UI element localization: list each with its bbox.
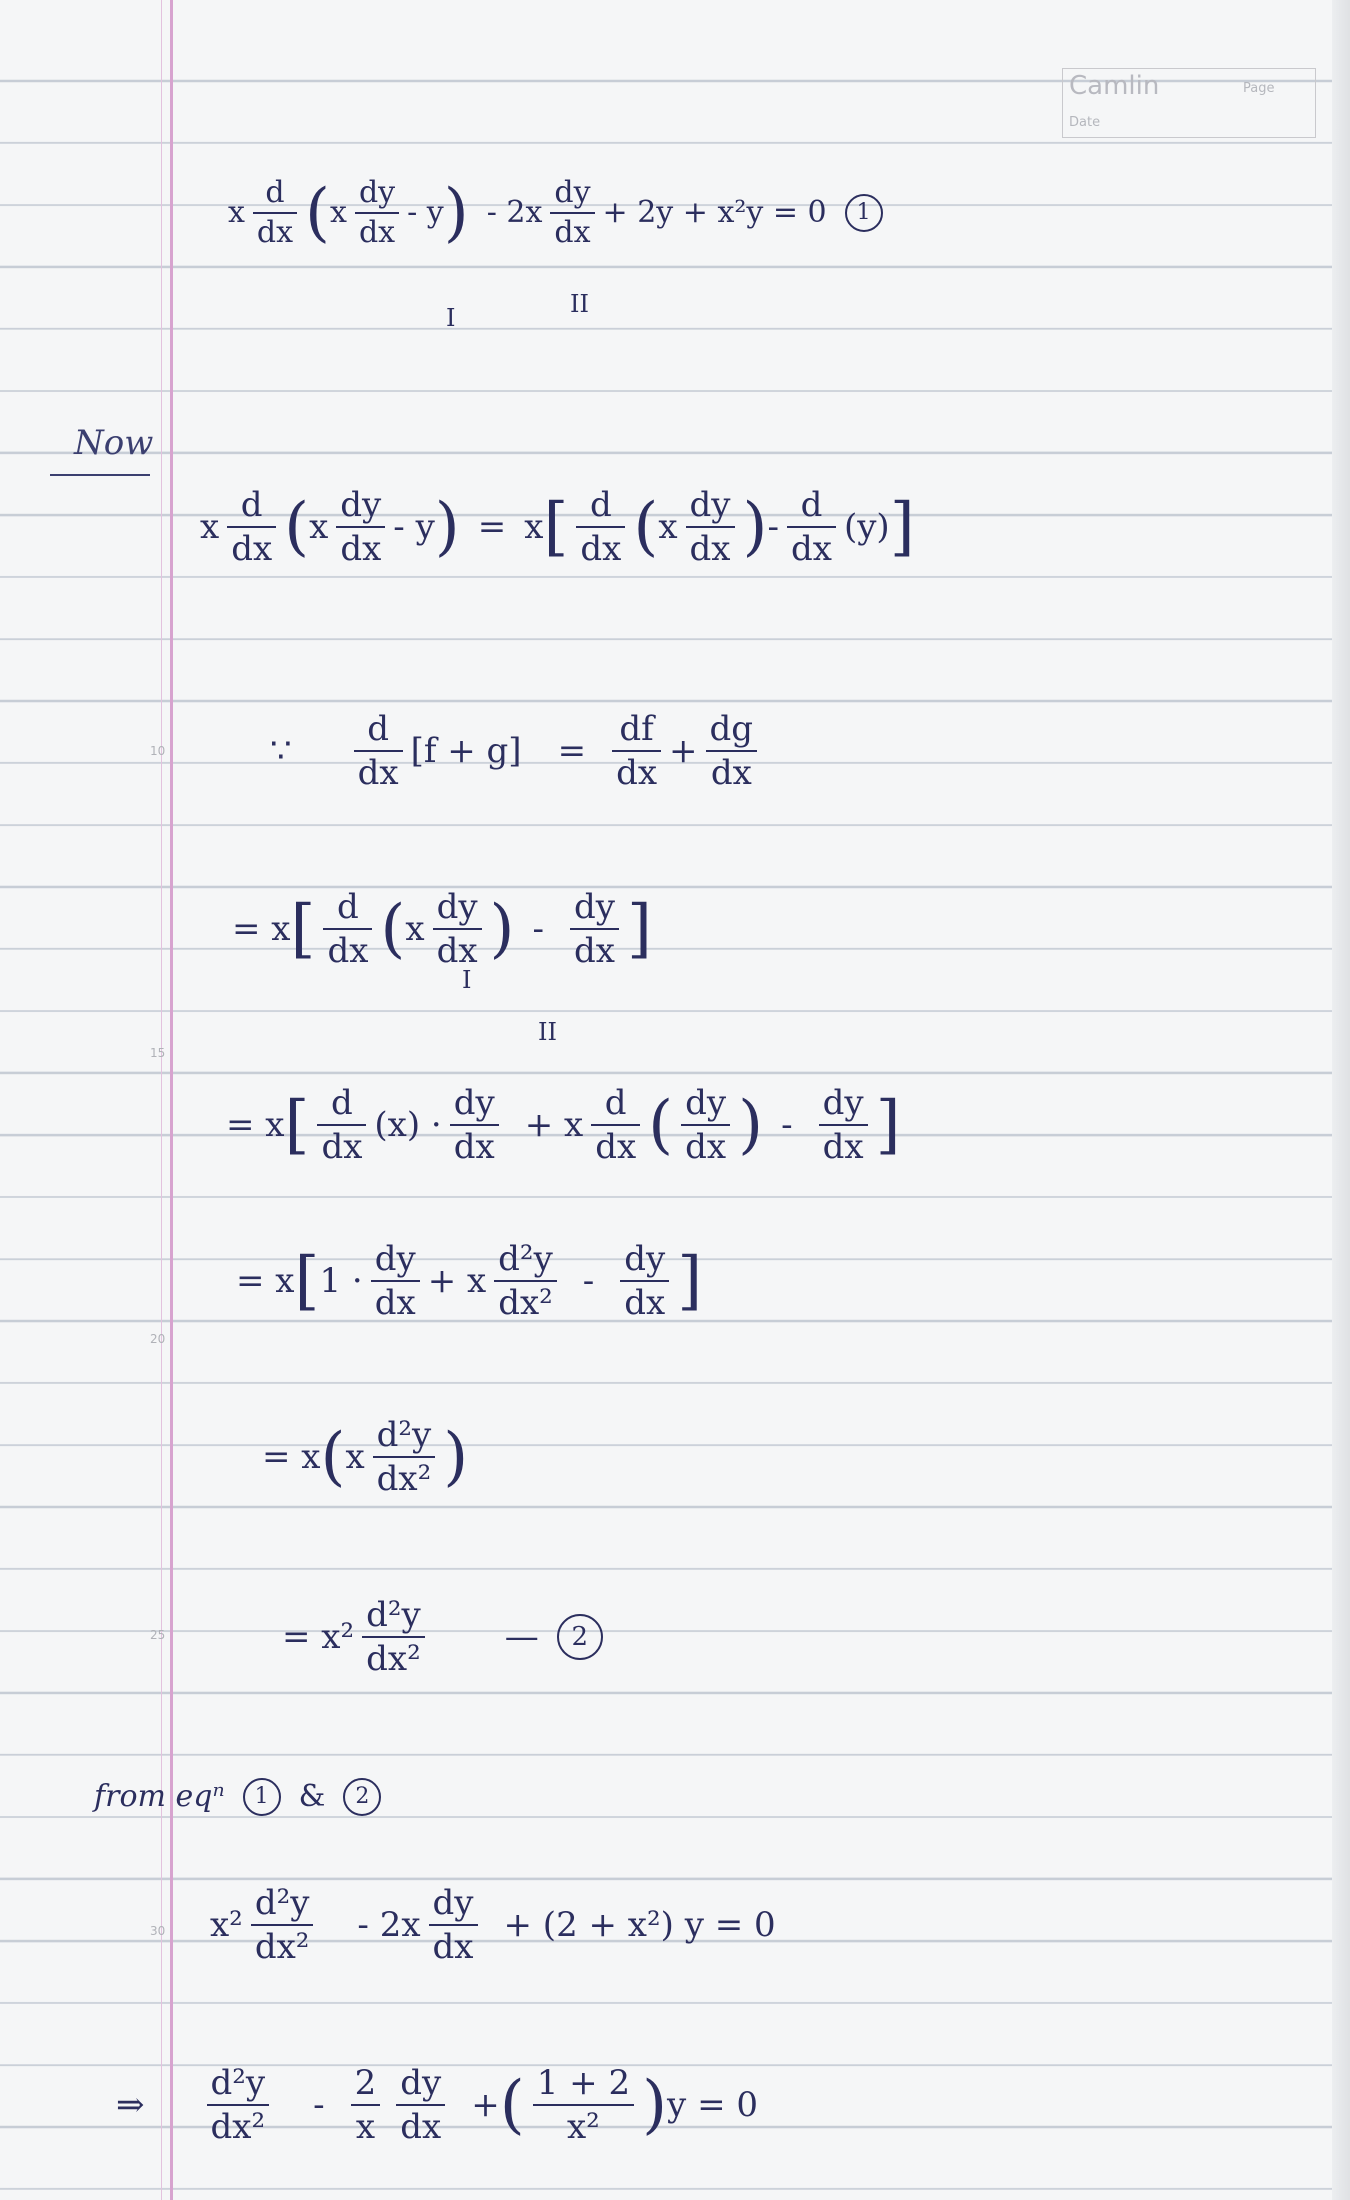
eq-term: = x: [236, 1261, 295, 1301]
numerator: d: [331, 1083, 353, 1123]
eq-term: +: [669, 731, 698, 771]
numerator: dy: [358, 175, 396, 210]
coefficient-fraction: [533, 2063, 634, 2147]
numerator: dy: [400, 2063, 442, 2103]
derivative-dy-dx: [355, 175, 399, 250]
numerator: dy: [432, 1883, 474, 1923]
line-number: 20: [150, 1332, 166, 1346]
denominator: dx: [685, 1127, 727, 1167]
denominator: dx: [374, 1283, 416, 1323]
derivative-dy-dx: [433, 887, 482, 971]
denominator: dx²: [498, 1283, 553, 1323]
eq-term: + x: [427, 1261, 487, 1301]
equation-10: ⇒ $\frac{\text{d²y}}{\text{dx²}}$ - $\frac{2}{x}$ $\frac{dy}{dx}$ + ( $\frac{1 + 2}{\text{x²}}$ ) y = 0: [116, 2063, 758, 2147]
denominator: dx: [436, 931, 478, 971]
second-derivative: [373, 1415, 436, 1499]
derivative-dy-dx: [570, 887, 619, 971]
numerator: dy: [689, 485, 731, 525]
derivative-dy-dx: [819, 1083, 868, 1167]
coefficient-2-over-x: [351, 2063, 381, 2147]
equation-6: = x [ 1 · $\frac{dy}{dx}$ + x $\frac{\text{d²y}}{\text{dx²}}$ - $\frac{dy}{dx}$ ]: [236, 1239, 703, 1323]
denominator: x²: [566, 2107, 600, 2147]
numerator: d²y: [366, 1595, 421, 1635]
numerator: d²y: [210, 2063, 266, 2103]
eq-term: -: [767, 507, 779, 547]
numerator: dy: [822, 1083, 864, 1123]
derivative-operator: [323, 887, 372, 971]
denominator: dx: [580, 529, 622, 569]
numerator: d: [604, 1083, 627, 1123]
denominator: dx: [453, 1127, 495, 1167]
eq-term: -: [781, 1105, 793, 1145]
equation-7: = x ( x $\frac{\text{d²y}}{\text{dx²}}$ ): [262, 1415, 469, 1499]
label-roman-ii: II: [538, 1018, 557, 1046]
page-date-box: [1062, 68, 1316, 138]
eq-term: = x: [262, 1437, 321, 1477]
numerator: dy: [436, 887, 478, 927]
equation-2: x $\frac{d}{dx}$ ( x $\frac{dy}{dx}$ - y ) = x [ $\frac{d}{dx}$ ( x $\frac{dy}{dx}$ ) - $\frac{d}{dx}$ (y) ]: [200, 485, 915, 569]
numerator: d: [337, 887, 359, 927]
eq-term: x: [200, 507, 220, 547]
denominator: x: [355, 2107, 376, 2147]
eq-term: [f + g]: [410, 731, 522, 771]
numerator: dy: [685, 1083, 727, 1123]
numerator: dy: [453, 1083, 495, 1123]
denominator: dx²: [366, 1639, 421, 1679]
numerator: dy: [574, 887, 615, 927]
date-label: Date: [1069, 115, 1101, 130]
numerator: d: [265, 175, 285, 210]
eq-term: + 2y + x²y = 0: [602, 195, 827, 230]
numerator: dg: [709, 709, 754, 749]
denominator: dx²: [210, 2107, 266, 2147]
eq-term: + x: [524, 1105, 584, 1145]
line-number: 30: [150, 1924, 166, 1938]
numerator: d²y: [376, 1415, 432, 1455]
denominator: dx: [689, 529, 731, 569]
now-underline: [50, 474, 150, 476]
eq-term: x: [524, 507, 544, 547]
eq-term: x: [658, 507, 678, 547]
denominator: dx: [822, 1127, 864, 1167]
numerator: d: [367, 709, 389, 749]
derivative-dy-dx: [450, 1083, 499, 1167]
denominator: dx: [432, 1927, 474, 1967]
numerator: d: [240, 485, 263, 525]
derivative-operator: [317, 1083, 366, 1167]
derivative-dy-dx: [550, 175, 594, 250]
eq-term: x: [228, 195, 245, 230]
denominator: dx: [554, 215, 591, 250]
eq-term: = x: [232, 909, 291, 949]
second-derivative: [207, 2063, 270, 2147]
equation-9: [210, 1883, 776, 1967]
numerator: 2: [354, 2063, 377, 2103]
denominator: dx²: [254, 1927, 310, 1967]
equation-tag-2: 2: [343, 1778, 381, 1816]
derivative-df-dx: [612, 709, 661, 793]
derivative-operator: [576, 485, 625, 569]
derivative-operator: [787, 485, 836, 569]
equation-8: [282, 1595, 603, 1679]
denominator: dx: [624, 1283, 666, 1323]
denominator: dx²: [376, 1459, 432, 1499]
denominator: dx: [574, 931, 615, 971]
from-text: from eqⁿ: [94, 1779, 225, 1814]
eq-term: + (2 + x²) y = 0: [503, 1905, 776, 1945]
page-edge: [1332, 0, 1350, 2200]
label-roman-i: I: [462, 966, 472, 994]
equation-4: = x [ $\frac{d}{dx}$ ( x $\frac{dy}{dx}$ ) - $\frac{dy}{dx}$ ]: [232, 887, 652, 971]
second-derivative: [362, 1595, 425, 1679]
eq-term: +: [471, 2085, 500, 2125]
denominator: dx: [231, 529, 273, 569]
derivative-dy-dx: [686, 485, 735, 569]
eq-term: x: [309, 507, 329, 547]
denominator: dx: [358, 215, 396, 250]
denominator: dx: [321, 1127, 363, 1167]
numerator: d²y: [254, 1883, 310, 1923]
numerator: dy: [554, 175, 591, 210]
eq-term: -: [582, 1261, 595, 1301]
derivative-dy-dx: [620, 1239, 669, 1323]
eq-term: 1 ·: [319, 1261, 363, 1301]
equation-5: = x [ $\frac{d}{dx}$ (x) · $\frac{dy}{dx}$ + x $\frac{d}{dx}$ ( $\frac{dy}{dx}$ ) - $\frac{dy}{dx}$ ]: [226, 1083, 901, 1167]
derivative-operator: [354, 709, 403, 793]
eq-term: -: [313, 2085, 325, 2125]
eq-term: y = 0: [667, 2085, 758, 2125]
denominator: dx: [256, 215, 294, 250]
equation-tag-1: 1: [845, 194, 883, 232]
eq-term: (x) ·: [374, 1105, 442, 1145]
derivative-dy-dx: [336, 485, 385, 569]
eq-term: x: [345, 1437, 365, 1477]
derivative-dy-dx: [396, 2063, 445, 2147]
denominator: dx: [710, 753, 752, 793]
derivative-dy-dx: [371, 1239, 420, 1323]
derivative-operator: [253, 175, 297, 250]
numerator: dy: [374, 1239, 416, 1279]
line-number: 15: [150, 1046, 166, 1060]
from-label: [94, 1778, 381, 1816]
denominator: dx: [340, 529, 382, 569]
numerator: dy: [624, 1239, 666, 1279]
therefore-symbol: ∵: [270, 731, 292, 771]
eq-term: (y): [843, 507, 890, 547]
numerator: dy: [340, 485, 382, 525]
derivative-dg-dx: [706, 709, 758, 793]
denominator: dx: [790, 529, 832, 569]
eq-term: - y: [393, 507, 435, 547]
eq-term: —: [504, 1617, 539, 1657]
equation-tag-2: 2: [557, 1614, 603, 1660]
numerator: 1 + 2: [536, 2063, 631, 2103]
label-roman-i: I: [446, 304, 456, 332]
denominator: dx: [327, 931, 369, 971]
equation-3: [270, 709, 765, 793]
margin-line-faint: [161, 0, 162, 2200]
numerator: d: [800, 485, 823, 525]
eq-term: = x: [226, 1105, 285, 1145]
equation-tag-1: 1: [243, 1778, 281, 1816]
brand-label: Camlin: [1069, 71, 1160, 101]
numerator: d: [590, 485, 612, 525]
numerator: df: [619, 709, 654, 749]
eq-term: - y: [407, 195, 444, 230]
derivative-operator: [591, 1083, 640, 1167]
eq-term: -: [532, 909, 545, 949]
implies-arrow: ⇒: [116, 2085, 145, 2125]
line-number: 25: [150, 1628, 166, 1642]
margin-line: [170, 0, 173, 2200]
derivative-dy-dx: [681, 1083, 730, 1167]
eq-term: =: [477, 507, 507, 547]
second-derivative: [494, 1239, 557, 1323]
denominator: dx: [595, 1127, 637, 1167]
eq-term: x: [405, 909, 425, 949]
label-roman-ii: II: [570, 290, 589, 318]
equation-1: x $\frac{d}{dx}$ ( x $\frac{dy}{dx}$ - y ) - 2x $\frac{dy}{dx}$ + 2y + x²y = 0 1: [228, 178, 883, 248]
eq-term: - 2x: [486, 195, 543, 230]
denominator: dx: [616, 753, 658, 793]
ampersand: &: [298, 1779, 326, 1814]
now-label: Now: [74, 423, 154, 463]
denominator: dx: [357, 753, 399, 793]
denominator: dx: [400, 2107, 442, 2147]
derivative-operator: [227, 485, 276, 569]
second-derivative: [251, 1883, 314, 1967]
eq-term: = x²: [282, 1617, 355, 1657]
eq-term: - 2x: [357, 1905, 421, 1945]
derivative-dy-dx: [429, 1883, 478, 1967]
page-label: Page: [1243, 81, 1275, 96]
numerator: d²y: [498, 1239, 553, 1279]
line-number: 10: [150, 744, 166, 758]
eq-term: =: [557, 731, 587, 771]
eq-term: x²: [210, 1905, 243, 1945]
eq-term: x: [330, 195, 347, 230]
